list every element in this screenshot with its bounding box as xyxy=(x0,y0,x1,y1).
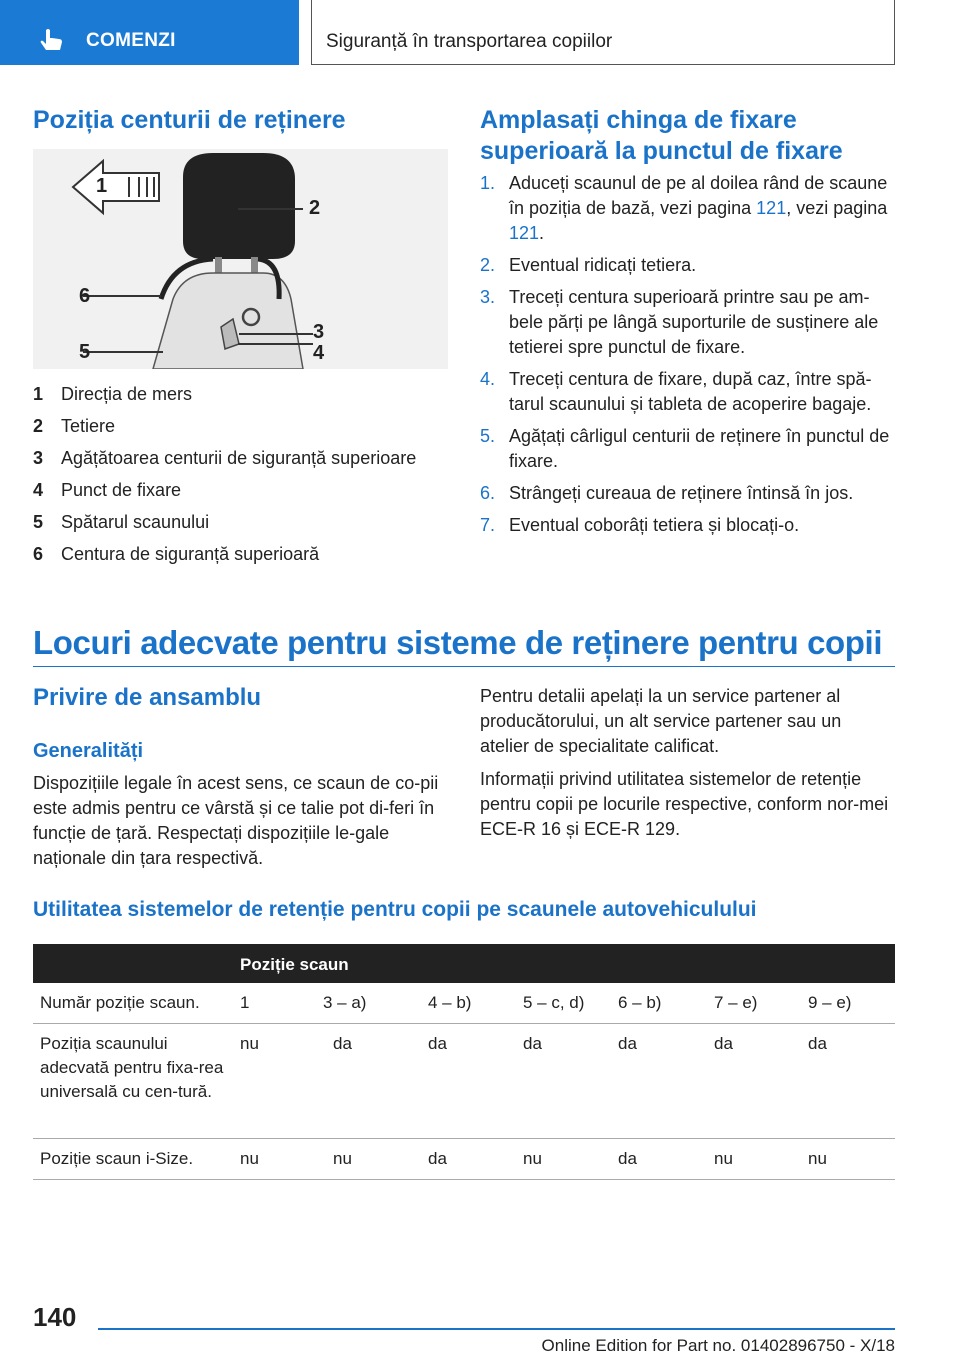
step-text xyxy=(509,171,900,246)
table-cell: 6 – b) xyxy=(618,993,662,1012)
table-title: Utilitatea sistemelor de retenție pentru copii pe scaunele autovehiculului xyxy=(33,898,757,921)
step-text: Eventual coborâți tetiera și blocați-o. xyxy=(509,515,800,535)
figure-legend xyxy=(33,382,453,574)
list-item xyxy=(480,171,900,246)
legend-num: 6 xyxy=(33,544,44,564)
figure-callout-6: 6 xyxy=(79,285,91,307)
table-cell: nu xyxy=(333,1149,352,1168)
legend-num: 5 xyxy=(33,512,44,532)
step-text-part: , vezi pagina xyxy=(786,198,888,218)
left-section-title: Poziția centurii de reținere xyxy=(33,106,346,134)
table-header-label: Poziție scaun xyxy=(240,955,349,974)
table-cell: nu xyxy=(523,1149,542,1168)
right-section-title xyxy=(480,105,843,167)
step-text: Eventual ridicați tetiera. xyxy=(509,255,697,275)
step-number: 6. xyxy=(480,483,496,503)
legend-num: 1 xyxy=(33,384,44,404)
legend-num: 3 xyxy=(33,448,44,468)
table-cell: da xyxy=(618,1149,637,1168)
headrest-figure xyxy=(33,149,448,369)
table-cell: da xyxy=(428,1034,447,1053)
step-text-part: . xyxy=(539,223,545,243)
page-link-121[interactable]: 121 xyxy=(756,198,787,218)
list-item xyxy=(480,367,900,417)
footer-divider xyxy=(98,1328,895,1330)
table-cell: nu xyxy=(714,1149,733,1168)
right-section-title-line1: Amplasați chinga de fixare xyxy=(480,106,797,134)
title-divider xyxy=(33,666,895,667)
step-number: 7. xyxy=(480,515,496,535)
row-label: Număr poziție scaun. xyxy=(40,993,200,1012)
table-cell: da xyxy=(333,1034,352,1053)
step-text: Treceți centura superioară printre sau pe am-bele părți pe lângă suporturile de susținere ale tetierei spre punctul de fixare. xyxy=(509,287,879,357)
legend-num: 2 xyxy=(33,416,44,436)
header-tab[interactable] xyxy=(0,0,299,65)
service-paragraph: Pentru detalii apelați la un service partener al producătorului, un alt service partener sau un atelier de specialitate calificat. xyxy=(480,686,842,756)
seat-table xyxy=(33,944,895,1180)
header-tab-label: COMENZI xyxy=(86,30,176,51)
table-row xyxy=(33,1139,895,1180)
section-header-title: Siguranță în transportarea copiilor xyxy=(326,31,613,52)
legend-text: Centura de siguranță superioară xyxy=(61,544,320,564)
step-number: 5. xyxy=(480,426,496,446)
legend-text: Spătarul scaunului xyxy=(61,512,210,532)
table-cell: 3 – a) xyxy=(323,993,367,1012)
step-number: 3. xyxy=(480,287,496,307)
figure-callout-2: 2 xyxy=(309,197,321,219)
figure-callout-1: 1 xyxy=(96,175,108,197)
table-cell: da xyxy=(428,1149,447,1168)
table-cell: 5 – c, d) xyxy=(523,993,585,1012)
step-text-part: Aduceți scaunul de pe al doilea rând de scaune în poziția de bază, vezi pagina xyxy=(509,173,888,218)
legend-text: Agățătoarea centurii de siguranță superioare xyxy=(61,448,417,468)
steps-list xyxy=(480,171,900,545)
legend-item xyxy=(33,542,453,574)
list-item xyxy=(480,513,900,538)
step-number: 4. xyxy=(480,369,496,389)
table-cell: da xyxy=(618,1034,637,1053)
table-cell: 7 – e) xyxy=(714,993,758,1012)
step-number: 1. xyxy=(480,173,496,193)
table-header xyxy=(33,944,895,983)
legend-text: Tetiere xyxy=(61,416,116,436)
row-label: Poziția scaunului adecvată pentru fixa-rea universală cu cen-tură. xyxy=(40,1034,224,1101)
legend-item xyxy=(33,414,453,446)
step-text: Treceți centura de fixare, după caz, între spă-tarul scaunului și tableta de acoperire bagaje. xyxy=(509,369,872,414)
legend-item xyxy=(33,510,453,542)
table-row xyxy=(33,983,895,1024)
section-header xyxy=(311,0,895,65)
page-number: 140 xyxy=(33,1302,77,1332)
list-item xyxy=(480,481,900,506)
list-item xyxy=(480,253,900,278)
legend-text: Punct de fixare xyxy=(61,480,182,500)
step-number: 2. xyxy=(480,255,496,275)
figure-callout-4: 4 xyxy=(313,342,325,364)
step-text: Strângeți cureaua de reținere întinsă în jos. xyxy=(509,483,854,503)
table-cell: 4 – b) xyxy=(428,993,472,1012)
overview-title: Privire de ansamblu xyxy=(33,684,262,711)
legend-item xyxy=(33,382,453,414)
figure-callout-5: 5 xyxy=(79,341,91,363)
main-title: Locuri adecvate pentru sisteme de reținere pentru copii xyxy=(33,624,883,661)
table-cell: nu xyxy=(808,1149,827,1168)
table-cell: nu xyxy=(240,1034,259,1053)
edition-note: Online Edition for Part no. 01402896750 - X/18 xyxy=(541,1336,895,1355)
legend-text: Direcția de mers xyxy=(61,384,193,404)
legend-item xyxy=(33,478,453,510)
table-row xyxy=(33,1024,895,1139)
figure-callout-3: 3 xyxy=(313,321,325,343)
list-item xyxy=(480,424,900,474)
table-cell: da xyxy=(523,1034,542,1053)
table-cell: 1 xyxy=(240,993,250,1012)
info-paragraph: Informații privind utilitatea sistemelor de retenție pentru copii pe locurile respective, conform nor-mei ECE-R 16 și ECE-R 129. xyxy=(480,769,889,839)
legend-item xyxy=(33,446,453,478)
legend-num: 4 xyxy=(33,480,44,500)
overview-subtitle: Generalități xyxy=(33,740,144,762)
table-cell: 9 – e) xyxy=(808,993,852,1012)
overview-paragraph: Dispozițiile legale în acest sens, ce scaun de co-pii este admis pentru ce vârstă și ce talie pot di-feri în funcție de țară. Respectați dispozițiile le-gale naționale din țara respectivă. xyxy=(33,773,439,868)
step-text: Agățați cârligul centurii de reținere în punctul de fixare. xyxy=(509,426,890,471)
table-cell: da xyxy=(714,1034,733,1053)
right-section-title-line2: superioară la punctul de fixare xyxy=(480,137,843,165)
page-link-121[interactable]: 121 xyxy=(509,223,540,243)
table-cell: nu xyxy=(240,1149,259,1168)
table-cell: da xyxy=(808,1034,827,1053)
hand-pointer-icon xyxy=(38,26,66,54)
list-item xyxy=(480,285,900,360)
row-label: Poziție scaun i-Size. xyxy=(40,1149,194,1168)
